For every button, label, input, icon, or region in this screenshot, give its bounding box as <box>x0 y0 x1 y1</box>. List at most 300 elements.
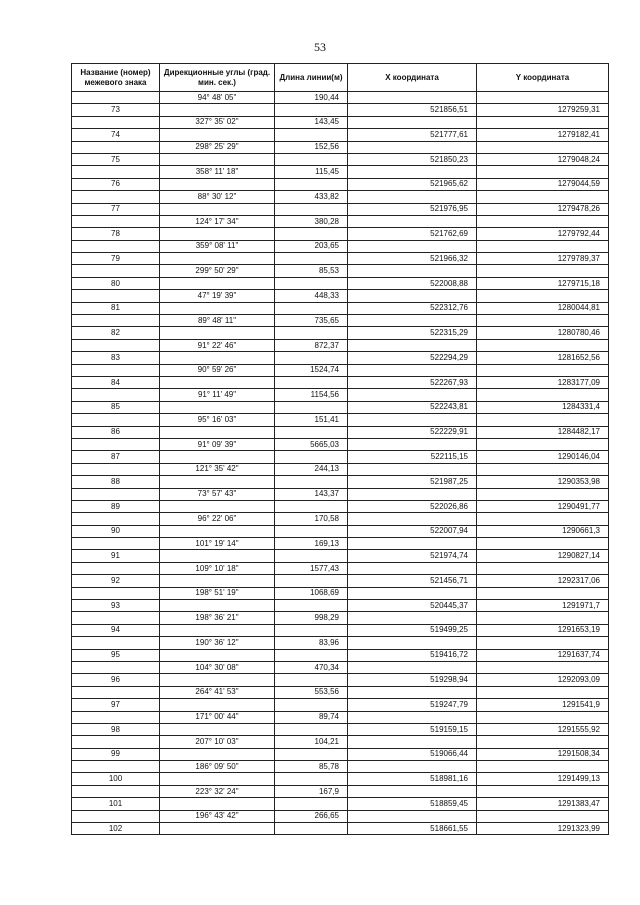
point-row <box>72 253 609 265</box>
empty-cell <box>477 141 609 153</box>
segment-row <box>72 785 609 797</box>
direction-angle: 198° 51' 19" <box>160 587 275 599</box>
empty-cell <box>72 637 160 649</box>
line-length: 170,58 <box>275 513 348 525</box>
direction-angle: 327° 35' 02" <box>160 116 275 128</box>
segment-row <box>72 810 609 822</box>
empty-cell <box>275 451 348 463</box>
line-length: 266,65 <box>275 810 348 822</box>
empty-cell <box>72 166 160 178</box>
empty-cell <box>477 389 609 401</box>
header-x-coordinate: X координата <box>348 64 477 92</box>
point-row <box>72 773 609 785</box>
empty-cell <box>348 191 477 203</box>
empty-cell <box>160 302 275 314</box>
empty-cell <box>160 253 275 265</box>
empty-cell <box>72 92 160 104</box>
x-coordinate: 519066,44 <box>348 748 477 760</box>
empty-cell <box>160 228 275 240</box>
empty-cell <box>72 661 160 673</box>
x-coordinate: 521987,25 <box>348 476 477 488</box>
empty-cell <box>72 736 160 748</box>
x-coordinate: 518661,55 <box>348 823 477 835</box>
point-row <box>72 401 609 413</box>
empty-cell <box>275 228 348 240</box>
empty-cell <box>477 265 609 277</box>
empty-cell <box>348 240 477 252</box>
point-name: 101 <box>72 798 160 810</box>
point-row <box>72 277 609 289</box>
line-length: 735,65 <box>275 315 348 327</box>
line-length: 553,56 <box>275 686 348 698</box>
empty-cell <box>160 649 275 661</box>
segment-row <box>72 265 609 277</box>
empty-cell <box>348 761 477 773</box>
y-coordinate: 1292093,09 <box>477 674 609 686</box>
point-name: 79 <box>72 253 160 265</box>
empty-cell <box>275 327 348 339</box>
segment-row <box>72 686 609 698</box>
direction-angle: 109° 10' 18" <box>160 562 275 574</box>
point-name: 82 <box>72 327 160 339</box>
point-row <box>72 376 609 388</box>
empty-cell <box>72 364 160 376</box>
empty-cell <box>477 488 609 500</box>
y-coordinate: 1279792,44 <box>477 228 609 240</box>
segment-row <box>72 661 609 673</box>
empty-cell <box>477 711 609 723</box>
segment-row <box>72 116 609 128</box>
empty-cell <box>348 92 477 104</box>
point-row <box>72 723 609 735</box>
empty-cell <box>160 624 275 636</box>
y-coordinate: 1291971,7 <box>477 600 609 612</box>
empty-cell <box>348 414 477 426</box>
empty-cell <box>72 711 160 723</box>
point-name: 92 <box>72 575 160 587</box>
point-name: 91 <box>72 550 160 562</box>
line-length: 998,29 <box>275 612 348 624</box>
direction-angle: 124° 17' 34" <box>160 215 275 227</box>
x-coordinate: 522008,88 <box>348 277 477 289</box>
empty-cell <box>477 92 609 104</box>
point-row <box>72 525 609 537</box>
point-name: 102 <box>72 823 160 835</box>
empty-cell <box>477 761 609 773</box>
x-coordinate: 522267,93 <box>348 376 477 388</box>
page-number: 53 <box>314 40 326 54</box>
point-name: 84 <box>72 376 160 388</box>
point-row <box>72 352 609 364</box>
segment-row <box>72 414 609 426</box>
x-coordinate: 522315,29 <box>348 327 477 339</box>
empty-cell <box>348 166 477 178</box>
segment-row <box>72 339 609 351</box>
header-point-name: Название (номер) межевого знака <box>72 64 160 92</box>
line-length: 169,13 <box>275 538 348 550</box>
x-coordinate: 521965,62 <box>348 178 477 190</box>
empty-cell <box>348 265 477 277</box>
empty-cell <box>477 587 609 599</box>
empty-cell <box>348 141 477 153</box>
point-name: 73 <box>72 104 160 116</box>
line-length: 380,28 <box>275 215 348 227</box>
line-length: 190,44 <box>275 92 348 104</box>
empty-cell <box>160 525 275 537</box>
empty-cell <box>160 674 275 686</box>
empty-cell <box>160 723 275 735</box>
segment-row <box>72 315 609 327</box>
line-length: 244,13 <box>275 463 348 475</box>
point-name: 99 <box>72 748 160 760</box>
y-coordinate: 1290146,04 <box>477 451 609 463</box>
point-name: 81 <box>72 302 160 314</box>
y-coordinate: 1279044,59 <box>477 178 609 190</box>
empty-cell <box>72 265 160 277</box>
y-coordinate: 1291383,47 <box>477 798 609 810</box>
empty-cell <box>477 463 609 475</box>
empty-cell <box>348 637 477 649</box>
segment-row <box>72 389 609 401</box>
line-length: 448,33 <box>275 290 348 302</box>
direction-angle: 190° 36' 12" <box>160 637 275 649</box>
x-coordinate: 519159,15 <box>348 723 477 735</box>
direction-angle: 358° 11' 18" <box>160 166 275 178</box>
empty-cell <box>477 736 609 748</box>
table-header-row <box>72 64 609 92</box>
segment-row <box>72 736 609 748</box>
empty-cell <box>275 649 348 661</box>
empty-cell <box>477 538 609 550</box>
x-coordinate: 522115,15 <box>348 451 477 463</box>
empty-cell <box>477 686 609 698</box>
direction-angle: 223° 32' 24" <box>160 785 275 797</box>
direction-angle: 91° 22' 46" <box>160 339 275 351</box>
empty-cell <box>72 761 160 773</box>
point-row <box>72 476 609 488</box>
empty-cell <box>160 203 275 215</box>
empty-cell <box>72 488 160 500</box>
empty-cell <box>160 376 275 388</box>
empty-cell <box>275 426 348 438</box>
empty-cell <box>72 141 160 153</box>
empty-cell <box>348 686 477 698</box>
empty-cell <box>275 401 348 413</box>
boundary-points-table <box>71 63 609 835</box>
empty-cell <box>160 773 275 785</box>
x-coordinate: 522312,76 <box>348 302 477 314</box>
y-coordinate: 1280780,46 <box>477 327 609 339</box>
segment-row <box>72 538 609 550</box>
direction-angle: 89° 48' 11" <box>160 315 275 327</box>
point-name: 80 <box>72 277 160 289</box>
empty-cell <box>477 414 609 426</box>
direction-angle: 91° 11' 49" <box>160 389 275 401</box>
empty-cell <box>477 215 609 227</box>
empty-cell <box>477 315 609 327</box>
empty-cell <box>160 401 275 413</box>
point-name: 100 <box>72 773 160 785</box>
empty-cell <box>348 463 477 475</box>
empty-cell <box>348 290 477 302</box>
empty-cell <box>348 736 477 748</box>
y-coordinate: 1291653,19 <box>477 624 609 636</box>
empty-cell <box>275 575 348 587</box>
y-coordinate: 1284331,4 <box>477 401 609 413</box>
direction-angle: 88° 30' 12" <box>160 191 275 203</box>
segment-row <box>72 513 609 525</box>
empty-cell <box>348 339 477 351</box>
direction-angle: 104° 30' 08" <box>160 661 275 673</box>
line-length: 167,9 <box>275 785 348 797</box>
point-row <box>72 748 609 760</box>
line-length: 85,78 <box>275 761 348 773</box>
empty-cell <box>72 215 160 227</box>
direction-angle: 186° 09' 50" <box>160 761 275 773</box>
empty-cell <box>275 748 348 760</box>
point-name: 78 <box>72 228 160 240</box>
point-name: 88 <box>72 476 160 488</box>
x-coordinate: 521777,61 <box>348 129 477 141</box>
x-coordinate: 519416,72 <box>348 649 477 661</box>
x-coordinate: 521856,51 <box>348 104 477 116</box>
empty-cell <box>348 389 477 401</box>
direction-angle: 198° 36' 21" <box>160 612 275 624</box>
empty-cell <box>72 240 160 252</box>
table-body <box>72 92 609 835</box>
empty-cell <box>72 339 160 351</box>
y-coordinate: 1291499,13 <box>477 773 609 785</box>
empty-cell <box>348 513 477 525</box>
empty-cell <box>72 315 160 327</box>
segment-row <box>72 761 609 773</box>
line-length: 152,56 <box>275 141 348 153</box>
point-row <box>72 203 609 215</box>
line-length: 1577,43 <box>275 562 348 574</box>
empty-cell <box>275 178 348 190</box>
line-length: 143,37 <box>275 488 348 500</box>
x-coordinate: 520445,37 <box>348 600 477 612</box>
point-row <box>72 823 609 835</box>
y-coordinate: 1290353,98 <box>477 476 609 488</box>
empty-cell <box>160 699 275 711</box>
empty-cell <box>160 277 275 289</box>
segment-row <box>72 290 609 302</box>
point-name: 97 <box>72 699 160 711</box>
header-y-coordinate: Y координата <box>477 64 609 92</box>
empty-cell <box>72 562 160 574</box>
segment-row <box>72 166 609 178</box>
point-name: 74 <box>72 129 160 141</box>
point-row <box>72 600 609 612</box>
empty-cell <box>477 339 609 351</box>
empty-cell <box>72 116 160 128</box>
empty-cell <box>348 562 477 574</box>
line-length: 1154,56 <box>275 389 348 401</box>
point-row <box>72 649 609 661</box>
empty-cell <box>275 203 348 215</box>
direction-angle: 207° 10' 03" <box>160 736 275 748</box>
segment-row <box>72 562 609 574</box>
empty-cell <box>275 525 348 537</box>
point-name: 87 <box>72 451 160 463</box>
y-coordinate: 1291541,9 <box>477 699 609 711</box>
point-row <box>72 575 609 587</box>
point-row <box>72 129 609 141</box>
line-length: 5665,03 <box>275 438 348 450</box>
empty-cell <box>275 600 348 612</box>
point-name: 75 <box>72 153 160 165</box>
empty-cell <box>72 513 160 525</box>
x-coordinate: 519298,94 <box>348 674 477 686</box>
empty-cell <box>275 104 348 116</box>
empty-cell <box>348 538 477 550</box>
empty-cell <box>160 129 275 141</box>
empty-cell <box>477 661 609 673</box>
segment-row <box>72 240 609 252</box>
empty-cell <box>72 463 160 475</box>
empty-cell <box>160 798 275 810</box>
y-coordinate: 1291637,74 <box>477 649 609 661</box>
y-coordinate: 1279048,24 <box>477 153 609 165</box>
point-name: 90 <box>72 525 160 537</box>
segment-row <box>72 438 609 450</box>
direction-angle: 95° 16' 03" <box>160 414 275 426</box>
empty-cell <box>72 612 160 624</box>
segment-row <box>72 711 609 723</box>
x-coordinate: 521762,69 <box>348 228 477 240</box>
y-coordinate: 1283177,09 <box>477 376 609 388</box>
point-row <box>72 426 609 438</box>
y-coordinate: 1279259,31 <box>477 104 609 116</box>
direction-angle: 121° 35' 42" <box>160 463 275 475</box>
empty-cell <box>72 389 160 401</box>
empty-cell <box>477 364 609 376</box>
empty-cell <box>275 723 348 735</box>
x-coordinate: 521974,74 <box>348 550 477 562</box>
empty-cell <box>348 315 477 327</box>
point-row <box>72 153 609 165</box>
direction-angle: 47° 19' 39" <box>160 290 275 302</box>
line-length: 89,74 <box>275 711 348 723</box>
y-coordinate: 1279789,37 <box>477 253 609 265</box>
empty-cell <box>477 290 609 302</box>
empty-cell <box>160 178 275 190</box>
empty-cell <box>477 166 609 178</box>
y-coordinate: 1280044,81 <box>477 302 609 314</box>
direction-angle: 298° 25' 29" <box>160 141 275 153</box>
direction-angle: 299° 50' 29" <box>160 265 275 277</box>
empty-cell <box>275 376 348 388</box>
segment-row <box>72 612 609 624</box>
empty-cell <box>160 748 275 760</box>
x-coordinate: 519247,79 <box>348 699 477 711</box>
point-name: 89 <box>72 500 160 512</box>
empty-cell <box>72 538 160 550</box>
empty-cell <box>160 352 275 364</box>
line-length: 115,45 <box>275 166 348 178</box>
empty-cell <box>72 290 160 302</box>
point-name: 77 <box>72 203 160 215</box>
empty-cell <box>72 785 160 797</box>
empty-cell <box>275 277 348 289</box>
empty-cell <box>72 414 160 426</box>
empty-cell <box>275 302 348 314</box>
x-coordinate: 521966,32 <box>348 253 477 265</box>
point-row <box>72 624 609 636</box>
x-coordinate: 522007,94 <box>348 525 477 537</box>
empty-cell <box>160 600 275 612</box>
segment-row <box>72 191 609 203</box>
empty-cell <box>348 711 477 723</box>
line-length: 203,65 <box>275 240 348 252</box>
x-coordinate: 521976,95 <box>348 203 477 215</box>
x-coordinate: 522229,91 <box>348 426 477 438</box>
empty-cell <box>477 637 609 649</box>
y-coordinate: 1291508,34 <box>477 748 609 760</box>
point-row <box>72 699 609 711</box>
line-length: 433,82 <box>275 191 348 203</box>
empty-cell <box>275 352 348 364</box>
point-row <box>72 550 609 562</box>
line-length: 85,53 <box>275 265 348 277</box>
y-coordinate: 1279182,41 <box>477 129 609 141</box>
empty-cell <box>477 785 609 797</box>
header-direction-angle: Дирекционные углы (град. мин. сек.) <box>160 64 275 92</box>
line-length: 151,41 <box>275 414 348 426</box>
point-row <box>72 228 609 240</box>
empty-cell <box>72 810 160 822</box>
empty-cell <box>160 550 275 562</box>
line-length: 872,37 <box>275 339 348 351</box>
empty-cell <box>275 699 348 711</box>
empty-cell <box>477 612 609 624</box>
direction-angle: 91° 09' 39" <box>160 438 275 450</box>
empty-cell <box>477 810 609 822</box>
point-row <box>72 451 609 463</box>
empty-cell <box>348 215 477 227</box>
empty-cell <box>160 500 275 512</box>
x-coordinate: 518859,45 <box>348 798 477 810</box>
segment-row <box>72 92 609 104</box>
y-coordinate: 1279478,26 <box>477 203 609 215</box>
empty-cell <box>160 451 275 463</box>
point-name: 93 <box>72 600 160 612</box>
direction-angle: 359° 08' 11" <box>160 240 275 252</box>
empty-cell <box>160 575 275 587</box>
empty-cell <box>275 823 348 835</box>
direction-angle: 171° 00' 44" <box>160 711 275 723</box>
segment-row <box>72 463 609 475</box>
empty-cell <box>348 612 477 624</box>
empty-cell <box>275 798 348 810</box>
empty-cell <box>348 116 477 128</box>
empty-cell <box>72 686 160 698</box>
point-row <box>72 674 609 686</box>
point-name: 98 <box>72 723 160 735</box>
empty-cell <box>72 438 160 450</box>
y-coordinate: 1290661,3 <box>477 525 609 537</box>
empty-cell <box>275 500 348 512</box>
empty-cell <box>160 426 275 438</box>
empty-cell <box>160 153 275 165</box>
empty-cell <box>275 129 348 141</box>
empty-cell <box>275 624 348 636</box>
x-coordinate: 519499,25 <box>348 624 477 636</box>
point-name: 86 <box>72 426 160 438</box>
x-coordinate: 522026,86 <box>348 500 477 512</box>
empty-cell <box>477 438 609 450</box>
